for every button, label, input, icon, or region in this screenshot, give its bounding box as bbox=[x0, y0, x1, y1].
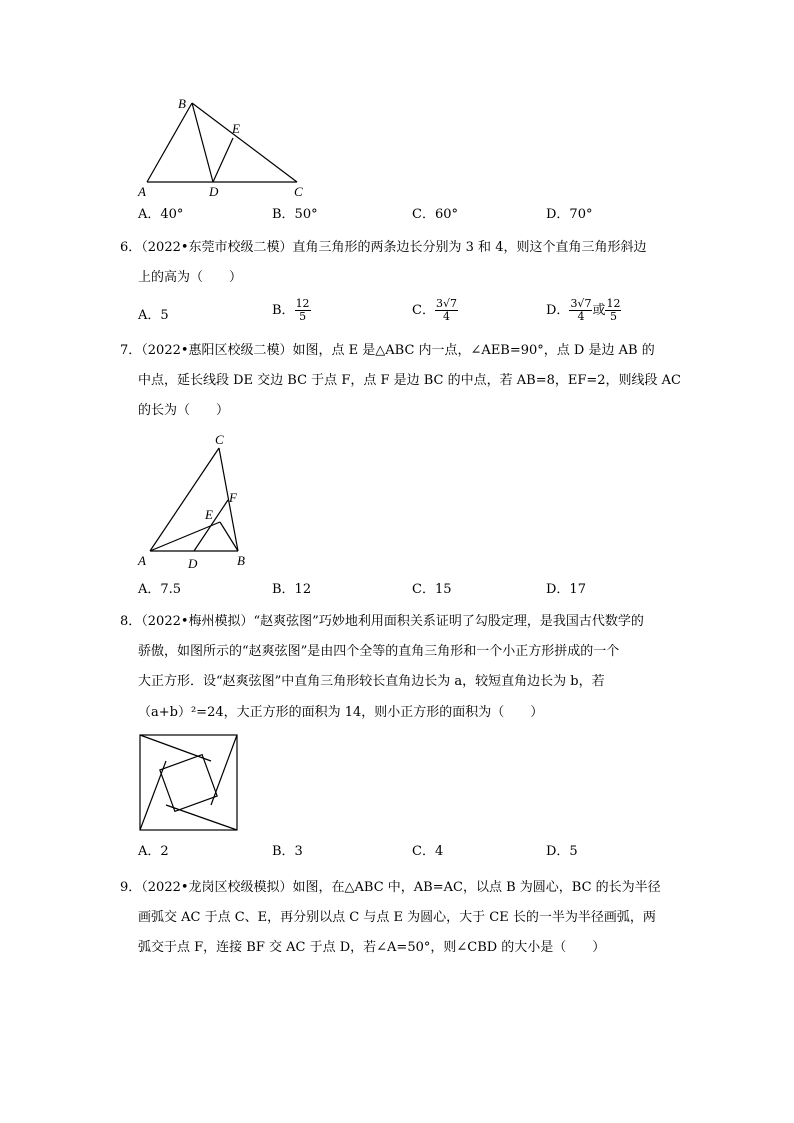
q8-text-line2: 骄傲，如图所示的“赵爽弦图”是由四个全等的直角三角形和一个小正方形拼成的一个 bbox=[138, 644, 620, 659]
q6-option-d[interactable] bbox=[546, 298, 621, 323]
q6-option-c-prefix: C． bbox=[412, 303, 435, 318]
q8-option-c[interactable]: C．4 bbox=[412, 844, 444, 859]
q7-text-line2: 中点，延长线段 DE 交边 BC 于点 F，点 F 是边 BC 的中点，若 AB=8，EF=2，则线段 AC bbox=[138, 373, 682, 388]
q5-option-c[interactable]: C．60° bbox=[412, 207, 458, 222]
label-A: A bbox=[138, 184, 146, 199]
label-D: D bbox=[188, 556, 198, 571]
label-E: E bbox=[232, 121, 240, 136]
q9-text-line2: 画弧交 AC 于点 C、E，再分别以点 C 与点 E 为圆心，大于 CE 长的一半为半径画弧，两 bbox=[138, 910, 656, 925]
q5-option-b[interactable]: B．50° bbox=[272, 207, 318, 222]
q7-text-line3: 的长为（ ） bbox=[138, 403, 230, 418]
q8-text-line1: 8．（2022•梅州模拟）“赵爽弦图”巧妙地利用面积关系证明了勾股定理，是我国古代数学的 bbox=[120, 614, 644, 629]
q7-text-line1: 7．（2022•惠阳区校级二模）如图，点 E 是△ABC 内一点，∠AEB=90°，点 D 是边 AB 的 bbox=[120, 343, 655, 358]
label-D: D bbox=[209, 184, 219, 199]
q5-option-d[interactable]: D．70° bbox=[546, 207, 593, 222]
q5-option-a[interactable]: A．40° bbox=[138, 207, 184, 222]
label-C: C bbox=[294, 184, 303, 199]
fraction: $\frac{12}{5}$ bbox=[295, 297, 310, 323]
q6-option-b-prefix: B． bbox=[272, 303, 295, 318]
q8-text-line4: （a+b）²=24，大正方形的面积为 14，则小正方形的面积为（ ） bbox=[138, 705, 544, 720]
or-text: 或 bbox=[592, 303, 606, 318]
fraction: $\frac{3√7}{4}$ bbox=[570, 297, 592, 323]
q9-text-line3: 弧交于点 F，连接 BF 交 AC 于点 D，若∠A=50°，则∠CBD 的大小是（ ） bbox=[138, 940, 606, 955]
fraction: $\frac{12}{5}$ bbox=[606, 297, 621, 323]
zhao-shuang-diagram bbox=[138, 733, 240, 833]
triangle-figure-q5 bbox=[135, 95, 315, 205]
q7-option-d[interactable]: D．17 bbox=[546, 582, 586, 597]
label-B: B bbox=[237, 553, 245, 568]
q8-option-d[interactable]: D．5 bbox=[546, 844, 578, 859]
label-E: E bbox=[205, 507, 213, 522]
q6-option-a[interactable]: A．5 bbox=[138, 308, 169, 323]
q7-option-a[interactable]: A．7.5 bbox=[138, 582, 182, 597]
q6-option-d-prefix: D． bbox=[546, 303, 570, 318]
q6-option-b[interactable] bbox=[272, 298, 311, 323]
triangle-figure-q7 bbox=[135, 430, 265, 575]
q6-text-line1: 6．（2022•东莞市校级二模）直角三角形的两条边长分别为 3 和 4，则这个直角三角形斜边 bbox=[120, 240, 647, 255]
q8-option-b[interactable]: B．3 bbox=[272, 844, 303, 859]
q6-option-c[interactable] bbox=[412, 298, 458, 323]
fraction: $\frac{3√7}{4}$ bbox=[435, 297, 457, 323]
q8-option-a[interactable]: A．2 bbox=[138, 844, 169, 859]
q7-option-c[interactable]: C．15 bbox=[412, 582, 452, 597]
label-A: A bbox=[138, 553, 146, 568]
q6-text-line2: 上的高为（ ） bbox=[138, 270, 243, 285]
q7-option-b[interactable]: B．12 bbox=[272, 582, 312, 597]
q9-text-line1: 9．（2022•龙岗区校级模拟）如图，在△ABC 中，AB=AC，以点 B 为圆心，BC 的长为半径 bbox=[120, 880, 661, 895]
label-B: B bbox=[178, 96, 186, 111]
label-F: F bbox=[229, 490, 237, 505]
label-C: C bbox=[215, 432, 224, 447]
q8-text-line3: 大正方形．设“赵爽弦图”中直角三角形较长直角边长为 a，较短直角边长为 b，若 bbox=[138, 674, 605, 689]
